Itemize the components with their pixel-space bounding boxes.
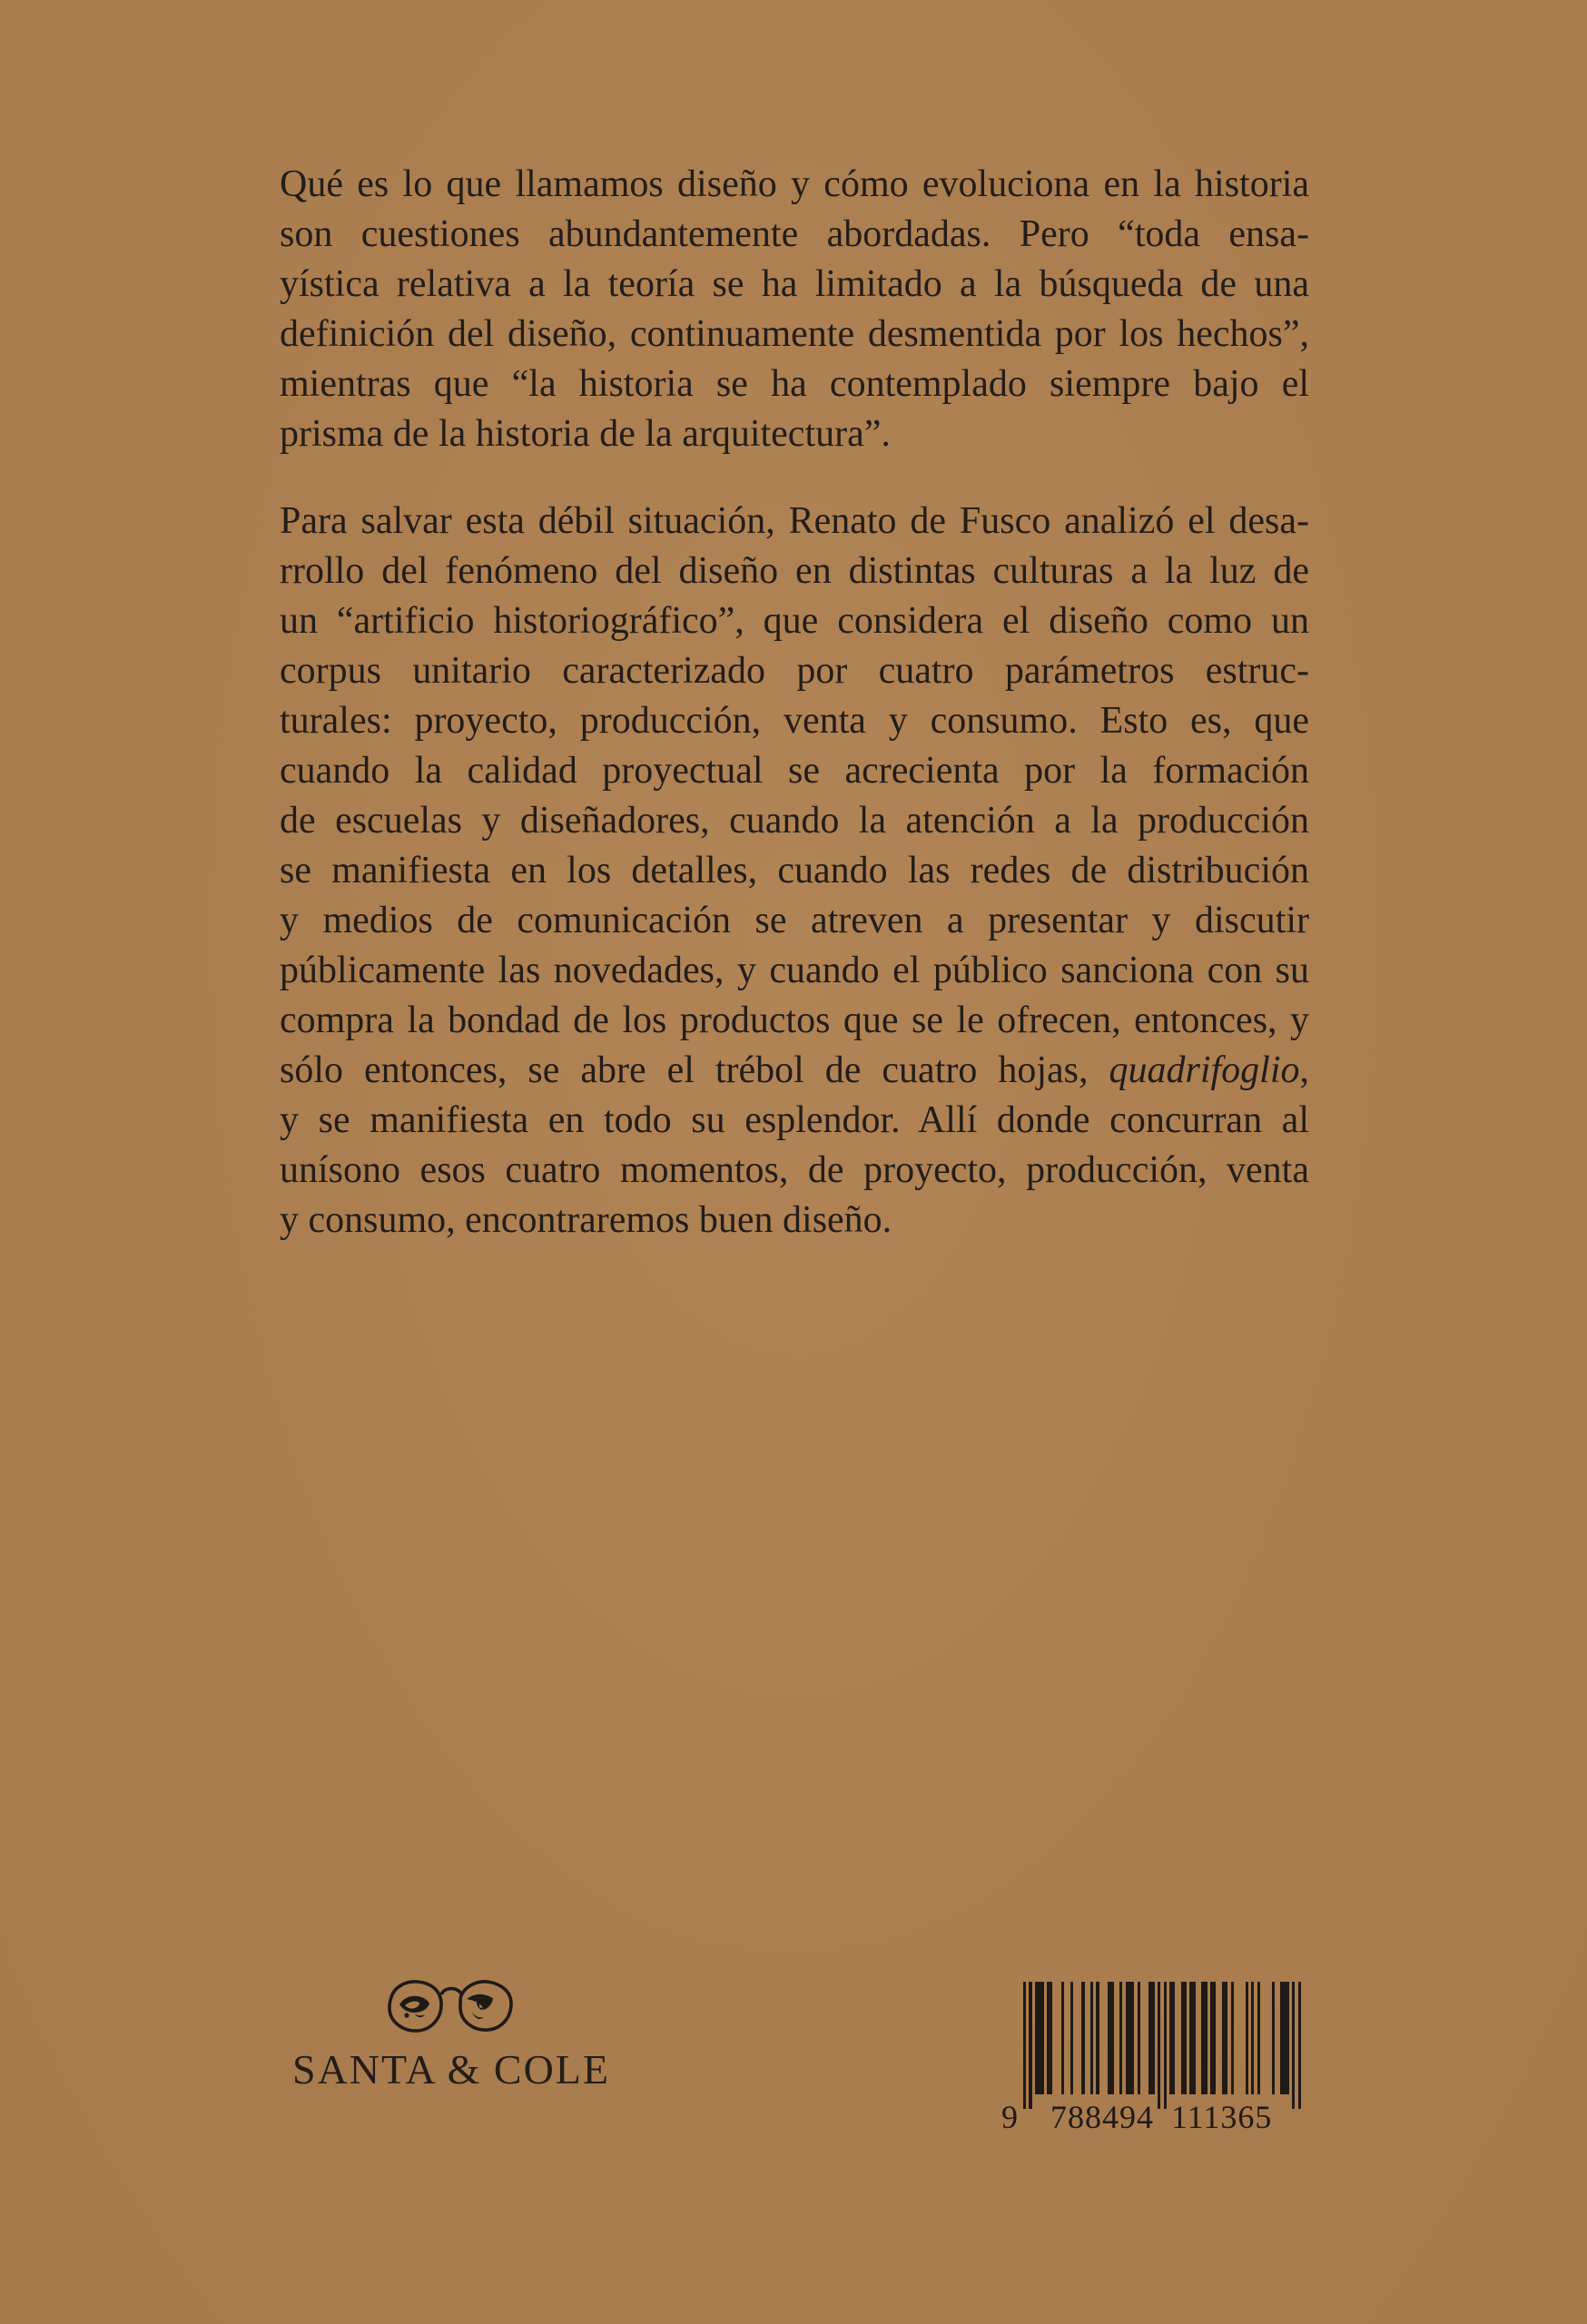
body-line: turales: proyecto, producción, venta y consumo. Esto es, que — [280, 700, 1309, 742]
blurb-text — [280, 160, 1309, 1246]
body-line: Para salvar esta débil situación, Renato de Fusco analizó el desa- — [280, 500, 1309, 542]
italic-word: quadrifoglio — [1109, 1049, 1300, 1091]
body-line: un “artificio historiográfico”, que considera el diseño como un — [280, 600, 1309, 642]
body-line: y consumo, encontraremos buen diseño. — [280, 1199, 892, 1241]
body-line: son cuestiones abundantemente abordadas. Pero “toda ensa- — [280, 213, 1309, 255]
body-line: yística relativa a la teoría se ha limitado a la búsqueda de una — [280, 263, 1309, 305]
body-line: cuando la calidad proyectual se acrecienta por la formación — [280, 750, 1309, 792]
publisher-name: SANTA & COLE — [292, 2046, 610, 2093]
body-line: corpus unitario caracterizado por cuatro parámetros estruc- — [280, 650, 1309, 692]
isbn-lead-digit: 9 — [1001, 2099, 1019, 2135]
publisher-logo — [278, 1977, 625, 2093]
body-line: y medios de comunicación se atreven a presentar y discutir — [280, 900, 1309, 941]
isbn-digit-group1: 788494 — [1050, 2099, 1154, 2135]
barcode-bars — [1023, 1982, 1301, 2109]
body-line: públicamente las novedades, y cuando el público sanciona con su — [280, 950, 1309, 991]
body-line: de escuelas y diseñadores, cuando la atención a la producción — [280, 800, 1309, 842]
body-line: rrollo del fenómeno del diseño en distintas culturas a la luz de — [280, 550, 1309, 592]
body-line: compra la bondad de los productos que se le ofrecen, entonces, y — [280, 1000, 1309, 1041]
paragraph-2 — [280, 497, 1309, 1246]
paragraph-1 — [280, 160, 1309, 459]
body-line: unísono esos cuatro momentos, de proyecto, producción, venta — [280, 1149, 1309, 1191]
barcode-module — [1298, 1982, 1301, 2109]
barcode — [1001, 1982, 1301, 2136]
isbn-digit-group2: 111365 — [1171, 2099, 1273, 2135]
body-line: Qué es lo que llamamos diseño y cómo evoluciona en la historia — [280, 163, 1309, 205]
glasses-with-eyes-icon — [383, 1977, 519, 2037]
body-line-with-italic — [280, 1046, 1309, 1096]
body-line: definición del diseño, continuamente desmentida por los hechos”, — [280, 313, 1309, 355]
body-line: mientras que “la historia se ha contemplado siempre bajo el — [280, 363, 1309, 405]
body-line-segment: , — [1299, 1049, 1309, 1091]
body-line: prisma de la historia de la arquitectura”. — [280, 413, 891, 455]
body-line: y se manifiesta en todo su esplendor. Allí donde concurran al — [280, 1099, 1309, 1141]
body-line: se manifiesta en los detalles, cuando las redes de distribución — [280, 850, 1309, 891]
body-line-segment: sólo entonces, se abre el trébol de cuatro hojas, — [280, 1049, 1109, 1091]
